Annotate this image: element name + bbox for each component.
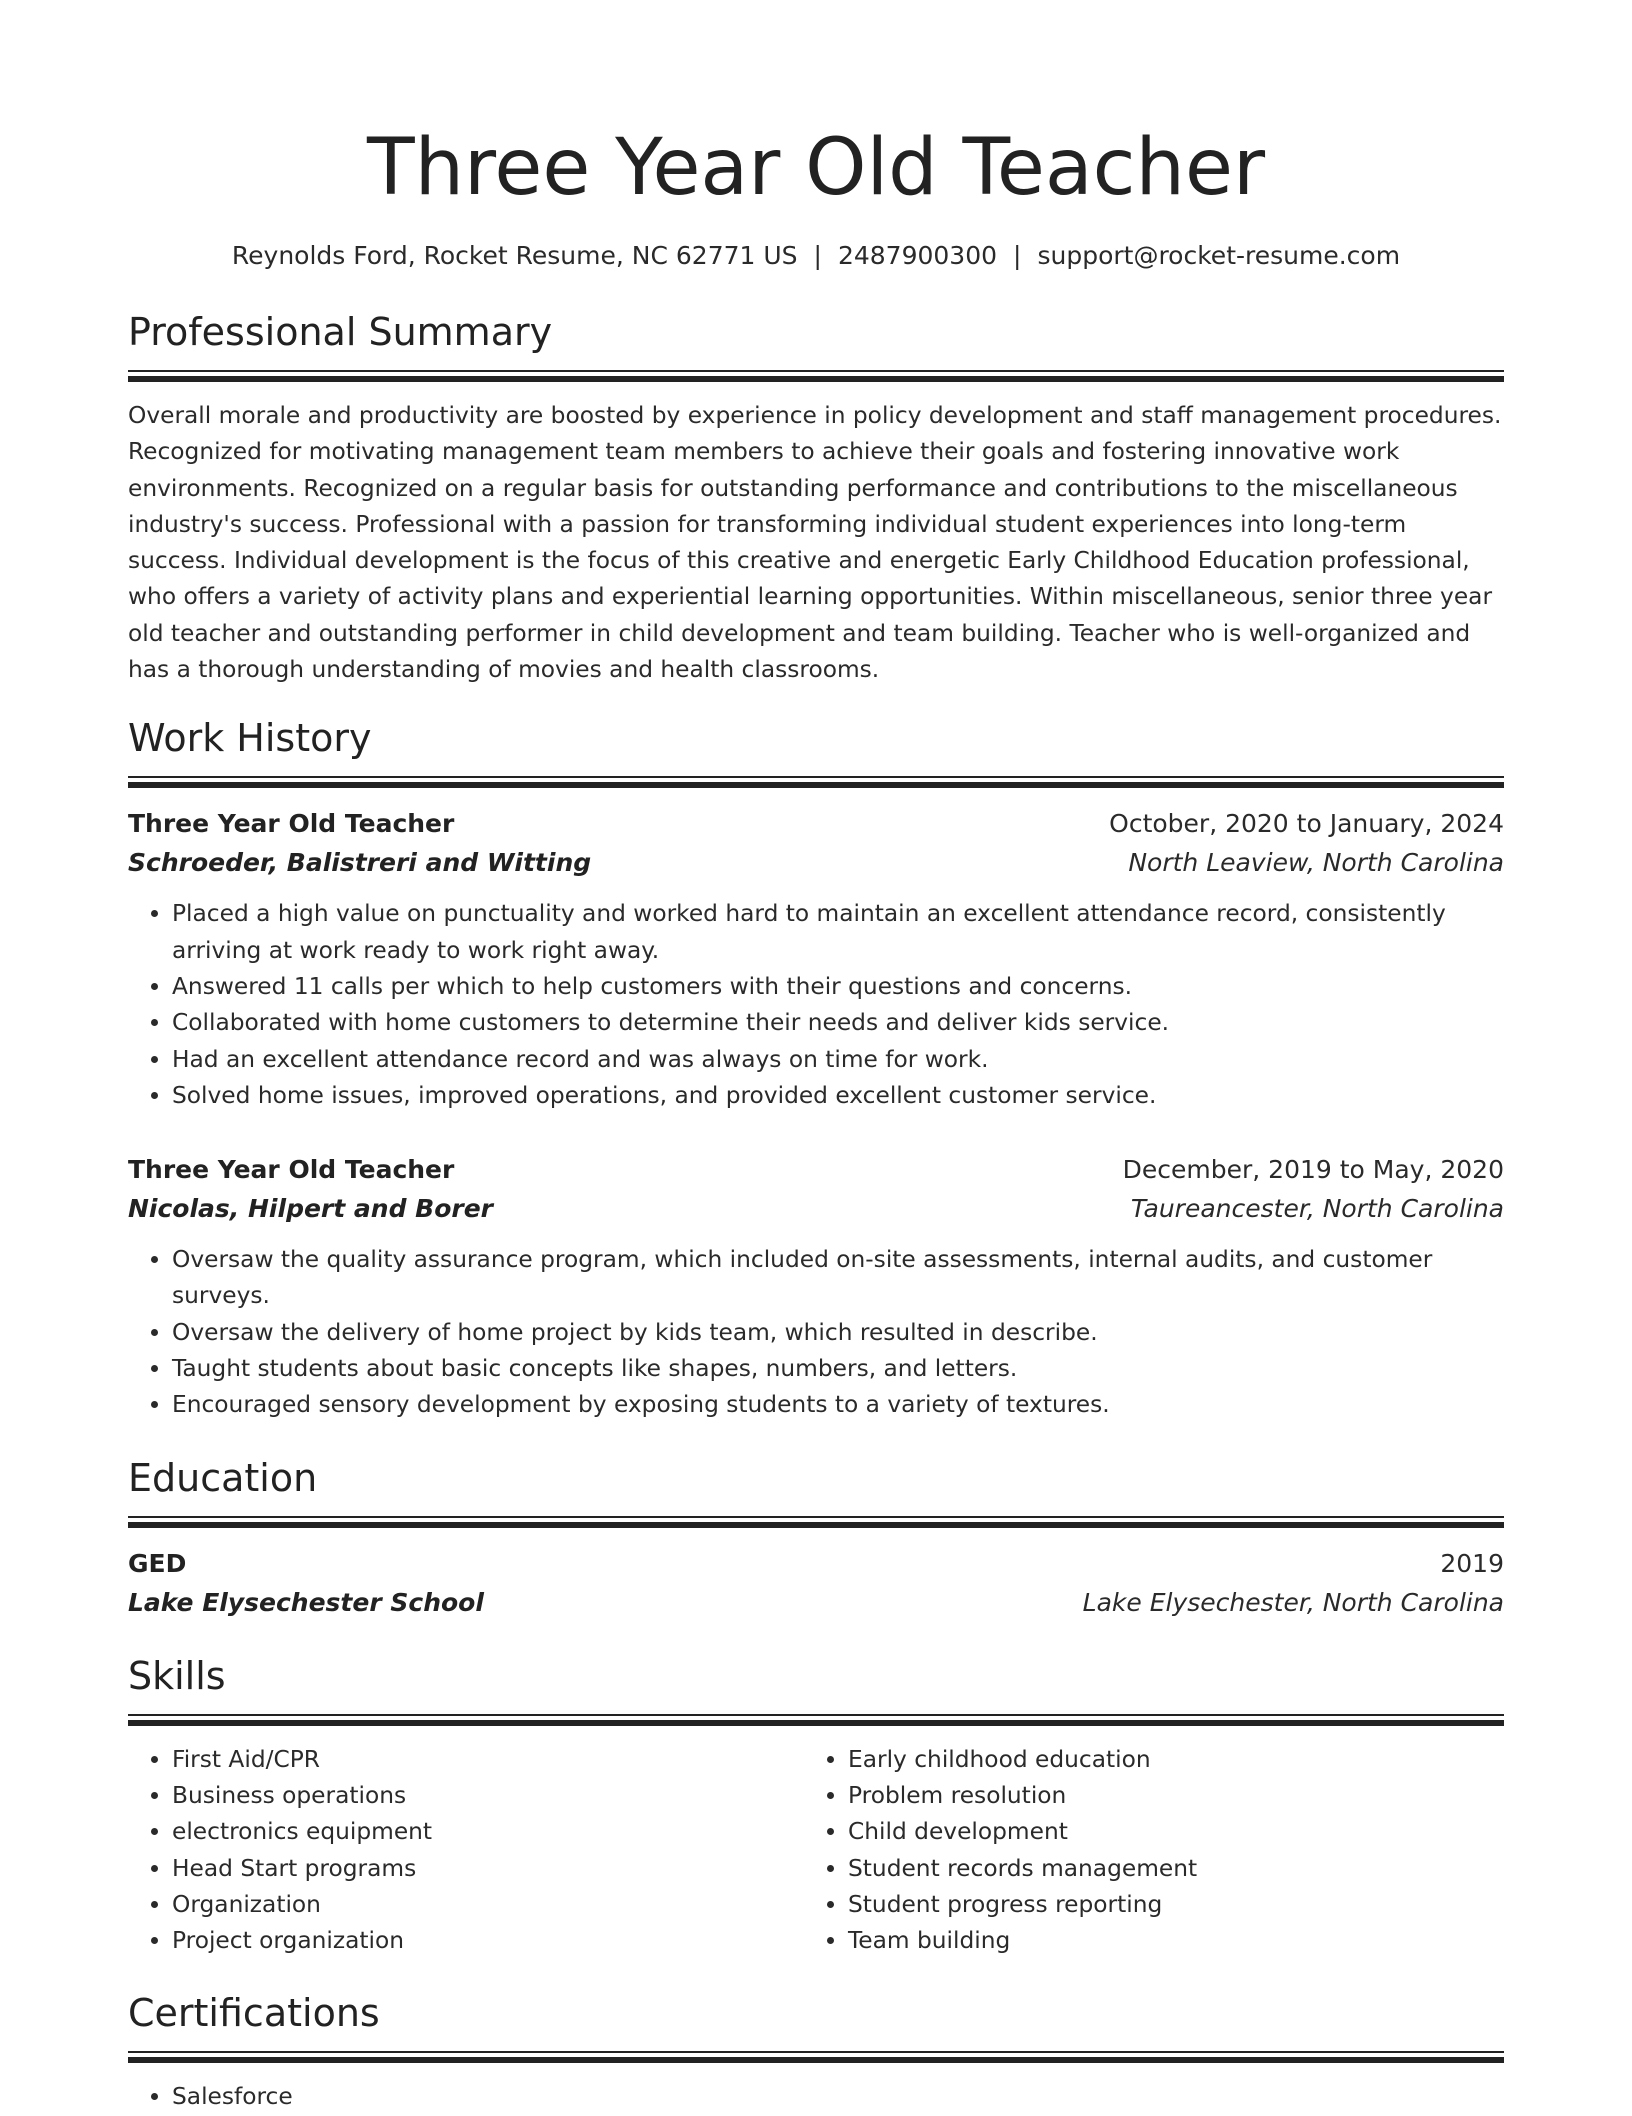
- section-title-summary: Professional Summary: [128, 310, 553, 354]
- contact-line: [128, 240, 1504, 272]
- list-item: • Collaborated with home customers to determine their needs and deliver kids service.: [172, 1005, 1504, 1041]
- list-item: • Placed a high value on punctuality and worked hard to maintain an excellent attendance record, consistently arriving at work ready to work right away.: [172, 896, 1504, 969]
- section-title-certifications: Certifications: [128, 1991, 380, 2036]
- job-dates: December, 2019 to May, 2020: [1122, 1155, 1504, 1185]
- list-item: • Encouraged sensory development by exposing students to a variety of textures.: [172, 1387, 1504, 1423]
- job-bullets: [128, 896, 1504, 1114]
- skill-item: • First Aid/CPR: [172, 1742, 804, 1778]
- separator: |: [1013, 241, 1022, 270]
- education-section: [128, 1454, 1504, 1622]
- certifications-list: [128, 2079, 1504, 2115]
- list-item: • Oversaw the delivery of home project by kids team, which resulted in describe.: [172, 1315, 1504, 1351]
- section-title-skills: Skills: [128, 1653, 226, 1698]
- skill-item: • Problem resolution: [848, 1778, 1480, 1814]
- list-item: • Had an excellent attendance record and was always on time for work.: [172, 1042, 1504, 1078]
- list-item: • Solved home issues, improved operations, and provided excellent customer service.: [172, 1078, 1504, 1114]
- job-location: Taureancester, North Carolina: [1130, 1194, 1504, 1224]
- section-divider: [128, 1714, 1504, 1726]
- section-title-work-history: Work History: [128, 716, 372, 761]
- graduation-year: 2019: [1440, 1548, 1504, 1578]
- job-dates: October, 2020 to January, 2024: [1109, 809, 1504, 839]
- skill-item: • Child development: [848, 1814, 1480, 1850]
- job-header: [128, 804, 1504, 843]
- email: support@rocket-resume.com: [1037, 241, 1401, 270]
- job-location: North Leaview, North Carolina: [1128, 848, 1504, 878]
- skill-item: • Early childhood education: [848, 1742, 1480, 1778]
- skill-item: • Student records management: [848, 1851, 1480, 1887]
- job-subheader: [128, 843, 1504, 882]
- skill-item: • Project organization: [172, 1923, 804, 1959]
- address: Reynolds Ford, Rocket Resume, NC 62771 US: [231, 241, 798, 270]
- section-divider: [128, 776, 1504, 788]
- skill-item: • Student progress reporting: [848, 1887, 1480, 1923]
- school-name: Lake Elysechester School: [128, 1587, 484, 1617]
- skill-item: • electronics equipment: [172, 1814, 804, 1850]
- degree: GED: [128, 1548, 187, 1578]
- skill-item: • Head Start programs: [172, 1851, 804, 1887]
- job-entry: [128, 1150, 1504, 1423]
- skill-item: • Organization: [172, 1887, 804, 1923]
- school-location: Lake Elysechester, North Carolina: [1082, 1587, 1504, 1617]
- section-title-education: Education: [128, 1455, 318, 1500]
- skill-item: • Team building: [848, 1923, 1480, 1959]
- job-title: Three Year Old Teacher: [128, 1155, 455, 1185]
- section-divider: [128, 1516, 1504, 1528]
- job-company: Schroeder, Balistreri and Witting: [128, 848, 592, 878]
- job-bullets: [128, 1242, 1504, 1423]
- certification-item: • Salesforce: [172, 2079, 1504, 2115]
- summary-section: [128, 308, 1504, 688]
- skills-list-right: [804, 1742, 1480, 1960]
- list-item: • Oversaw the quality assurance program, which included on-site assessments, internal audits, and customer surveys.: [172, 1242, 1504, 1315]
- certifications-section: [128, 1989, 1504, 2115]
- resume-page: [128, 0, 1504, 2116]
- job-company: Nicolas, Hilpert and Borer: [128, 1194, 494, 1224]
- skill-item: • Business operations: [172, 1778, 804, 1814]
- job-header: [128, 1150, 1504, 1189]
- work-history-section: [128, 714, 1504, 1423]
- education-subheader: [128, 1583, 1504, 1622]
- skills-columns: [128, 1742, 1504, 1960]
- phone: 2487900300: [837, 241, 998, 270]
- education-header: [128, 1544, 1504, 1583]
- section-divider: [128, 2051, 1504, 2063]
- list-item: • Answered 11 calls per which to help customers with their questions and concerns.: [172, 969, 1504, 1005]
- separator: |: [813, 241, 822, 270]
- job-subheader: [128, 1189, 1504, 1228]
- job-entry: [128, 804, 1504, 1114]
- summary-text: Overall morale and productivity are boosted by experience in policy development and staff management procedures. Recognized for motivating management team members to achieve their goals and fostering innovative work environments. Recognized on a regular basis for outstanding performance and contributions to the miscellaneous industry's success. Professional with a passion for transforming individual student experiences into long-term success. Individual development is the focus of this creative and energetic Early Childhood Education professional, who offers a variety of activity plans and experiential learning opportunities. Within miscellaneous, senior three year old teacher and outstanding performer in child development and team building. Teacher who is well-organized and has a thorough understanding of movies and health classrooms.: [128, 402, 1502, 684]
- candidate-name: Three Year Old Teacher: [366, 123, 1266, 213]
- job-title: Three Year Old Teacher: [128, 809, 455, 839]
- skills-section: [128, 1652, 1504, 1960]
- skills-list-left: [128, 1742, 804, 1960]
- list-item: • Taught students about basic concepts like shapes, numbers, and letters.: [172, 1351, 1504, 1387]
- education-entry: [128, 1544, 1504, 1622]
- section-divider: [128, 370, 1504, 382]
